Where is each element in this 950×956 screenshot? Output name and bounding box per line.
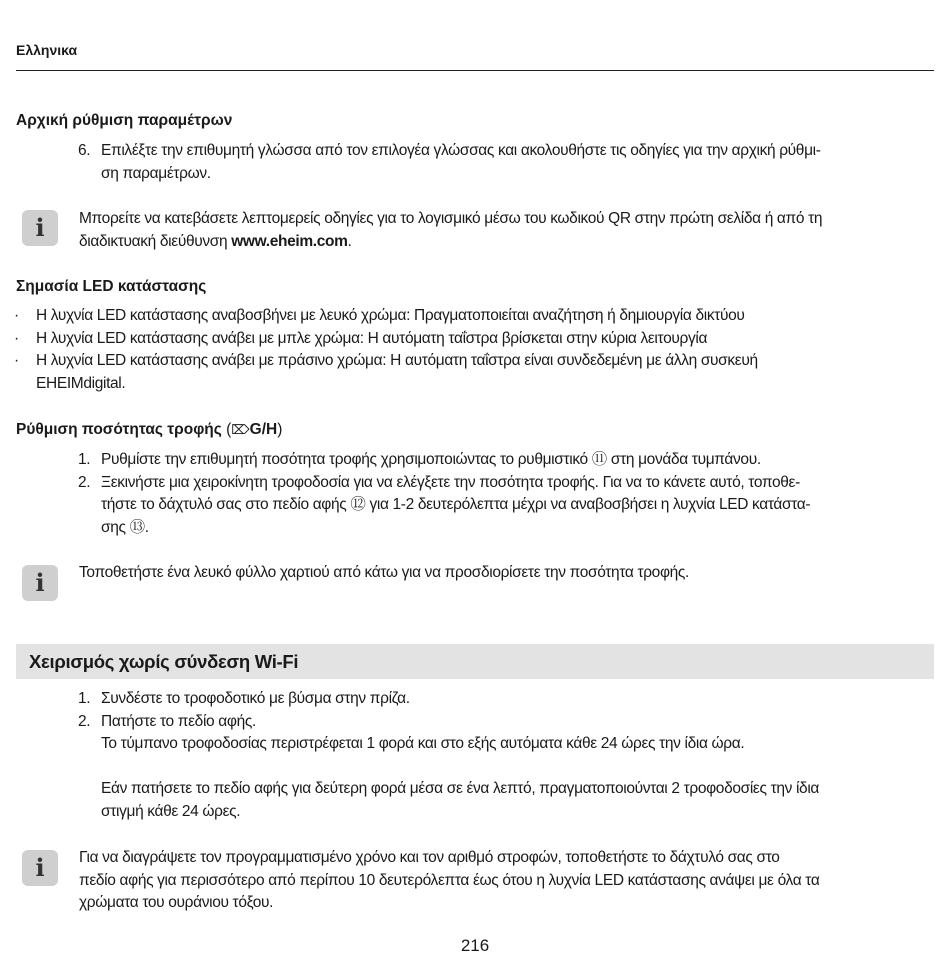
step-text-line: Επιλέξτε την επιθυμητή γλώσσα από τον επιλογέα γλώσσας και ακολουθήστε τις οδηγίες για την αρχική ρύθμι- bbox=[101, 142, 821, 159]
list-item bbox=[14, 328, 894, 351]
info-text-line: διαδικτυακή διεύθυνση bbox=[79, 232, 232, 250]
ref-open: ( bbox=[221, 421, 232, 438]
info-note-download bbox=[79, 208, 939, 253]
list-item bbox=[78, 140, 938, 185]
step-text-line: ση παραμέτρων. bbox=[101, 164, 211, 182]
info-note-reset bbox=[79, 847, 939, 915]
website-link[interactable]: www.eheim.com bbox=[231, 232, 348, 250]
list-item-text: Η λυχνία LED κατάστασης αναβοσβήνει με λευκό χρώμα: Πραγματοποιείται αναζήτηση ή δημιουργία δικτύου bbox=[36, 307, 745, 324]
step-text-line: Συνδέστε το τροφοδοτικό με βύσμα στην πρίζα. bbox=[101, 690, 410, 707]
list-item bbox=[78, 688, 938, 711]
led-status-list bbox=[14, 305, 894, 395]
step-number: 6. bbox=[78, 142, 91, 159]
step-number: 1. bbox=[78, 451, 91, 468]
step-text-line: στιγμή κάθε 24 ώρες. bbox=[101, 802, 241, 820]
step-text-line: Ρυθμίστε την επιθυμητή ποσότητα τροφής χρησιμοποιώντας το ρυθμιστικό ⑪ στη μονάδα τυμπάνου. bbox=[101, 451, 761, 468]
list-item-text: Η λυχνία LED κατάστασης ανάβει με πράσινο χρώμα: Η αυτόματη ταΐστρα είναι συνδεδεμένη με άλλη συσκευή bbox=[36, 352, 758, 369]
figure-reference-label: G/H bbox=[249, 421, 278, 438]
bullet: · bbox=[14, 329, 19, 347]
step-number: 2. bbox=[78, 473, 91, 491]
section-title-initial-setup: Αρχική ρύθμιση παραμέτρων bbox=[16, 112, 233, 129]
info-icon: i bbox=[22, 850, 58, 886]
section-title-no-wifi: Χειρισμός χωρίς σύνδεση Wi-Fi bbox=[29, 651, 299, 672]
step-text-line: Το τύμπανο τροφοδοσίας περιστρέφεται 1 φορά και στο εξής αυτόματα κάθε 24 ώρες την ίδια ώρα. bbox=[101, 735, 745, 752]
step-text-line: σης ⑬. bbox=[101, 518, 149, 536]
bullet: · bbox=[14, 307, 19, 324]
step-number: 2. bbox=[78, 712, 91, 730]
no-wifi-steps bbox=[78, 688, 938, 823]
ref-close: ) bbox=[277, 421, 283, 438]
bullet: · bbox=[14, 352, 19, 369]
section-title-text: Ρύθμιση ποσότητας τροφής bbox=[16, 421, 222, 438]
info-text-line: πεδίο αφής για περισσότερο από περίπου 10 δευτερόλεπτα έως ότου η λυχνία LED κατάστασης ανάψει με όλα τα bbox=[79, 871, 820, 889]
step-number: 1. bbox=[78, 690, 91, 707]
info-note-paper: Τοποθετήστε ένα λευκό φύλλο χαρτιού από κάτω για να προσδιορίσετε την ποσότητα τροφής. bbox=[79, 564, 690, 581]
step-text-line: Πατήστε το πεδίο αφής. bbox=[101, 712, 256, 730]
list-item bbox=[78, 449, 938, 472]
info-text-line: . bbox=[347, 232, 352, 250]
figure-reference-icon: ⌦ bbox=[231, 422, 250, 437]
feed-amount-steps bbox=[78, 449, 938, 539]
list-item bbox=[78, 711, 938, 824]
list-item bbox=[14, 350, 894, 395]
language-header: Ελληνικα bbox=[16, 42, 78, 58]
info-icon: i bbox=[22, 565, 58, 601]
step-text-line: τήστε το δάχτυλό σας στο πεδίο αφής ⑫ για 1-2 δευτερόλεπτα μέχρι να αναβοσβήσει η λυχνία LED κατάστα- bbox=[101, 496, 811, 513]
section-title-led-status: Σημασία LED κατάστασης bbox=[16, 278, 207, 295]
info-text-line: χρώματα του ουράνιου τόξου. bbox=[79, 894, 274, 911]
info-icon: i bbox=[22, 210, 58, 246]
list-item bbox=[78, 472, 938, 540]
page-number: 216 bbox=[460, 936, 490, 955]
list-item bbox=[14, 305, 894, 328]
step-text-line: Ξεκινήστε μια χειροκίνητη τροφοδοσία για να ελέγξετε την ποσότητα τροφής. Για να το κάνετε αυτό, τοποθε- bbox=[101, 473, 800, 491]
section-title-feed-amount bbox=[16, 421, 282, 439]
header-divider bbox=[16, 70, 934, 71]
list-item-text: Η λυχνία LED κατάστασης ανάβει με μπλε χρώμα: Η αυτόματη ταΐστρα βρίσκεται στην κύρια λειτουργία bbox=[36, 329, 708, 347]
step-text-line: Εάν πατήσετε το πεδίο αφής για δεύτερη φορά μέσα σε ένα λεπτό, πραγματοποιούνται 2 τροφοδοσίες την ίδια bbox=[101, 780, 820, 797]
initial-setup-steps bbox=[78, 140, 938, 185]
info-text-line: Μπορείτε να κατεβάσετε λεπτομερείς οδηγίες για το λογισμικό μέσω του κωδικού QR στην πρώτη σελίδα ή από τη bbox=[79, 210, 823, 227]
section-banner-no-wifi bbox=[16, 644, 934, 679]
list-item-text: EHEIMdigital. bbox=[36, 374, 126, 392]
info-text-line: Για να διαγράψετε τον προγραμματισμένο χρόνο και τον αριθμό στροφών, τοποθετήστε το δάχτυλό σας στο bbox=[79, 849, 780, 866]
